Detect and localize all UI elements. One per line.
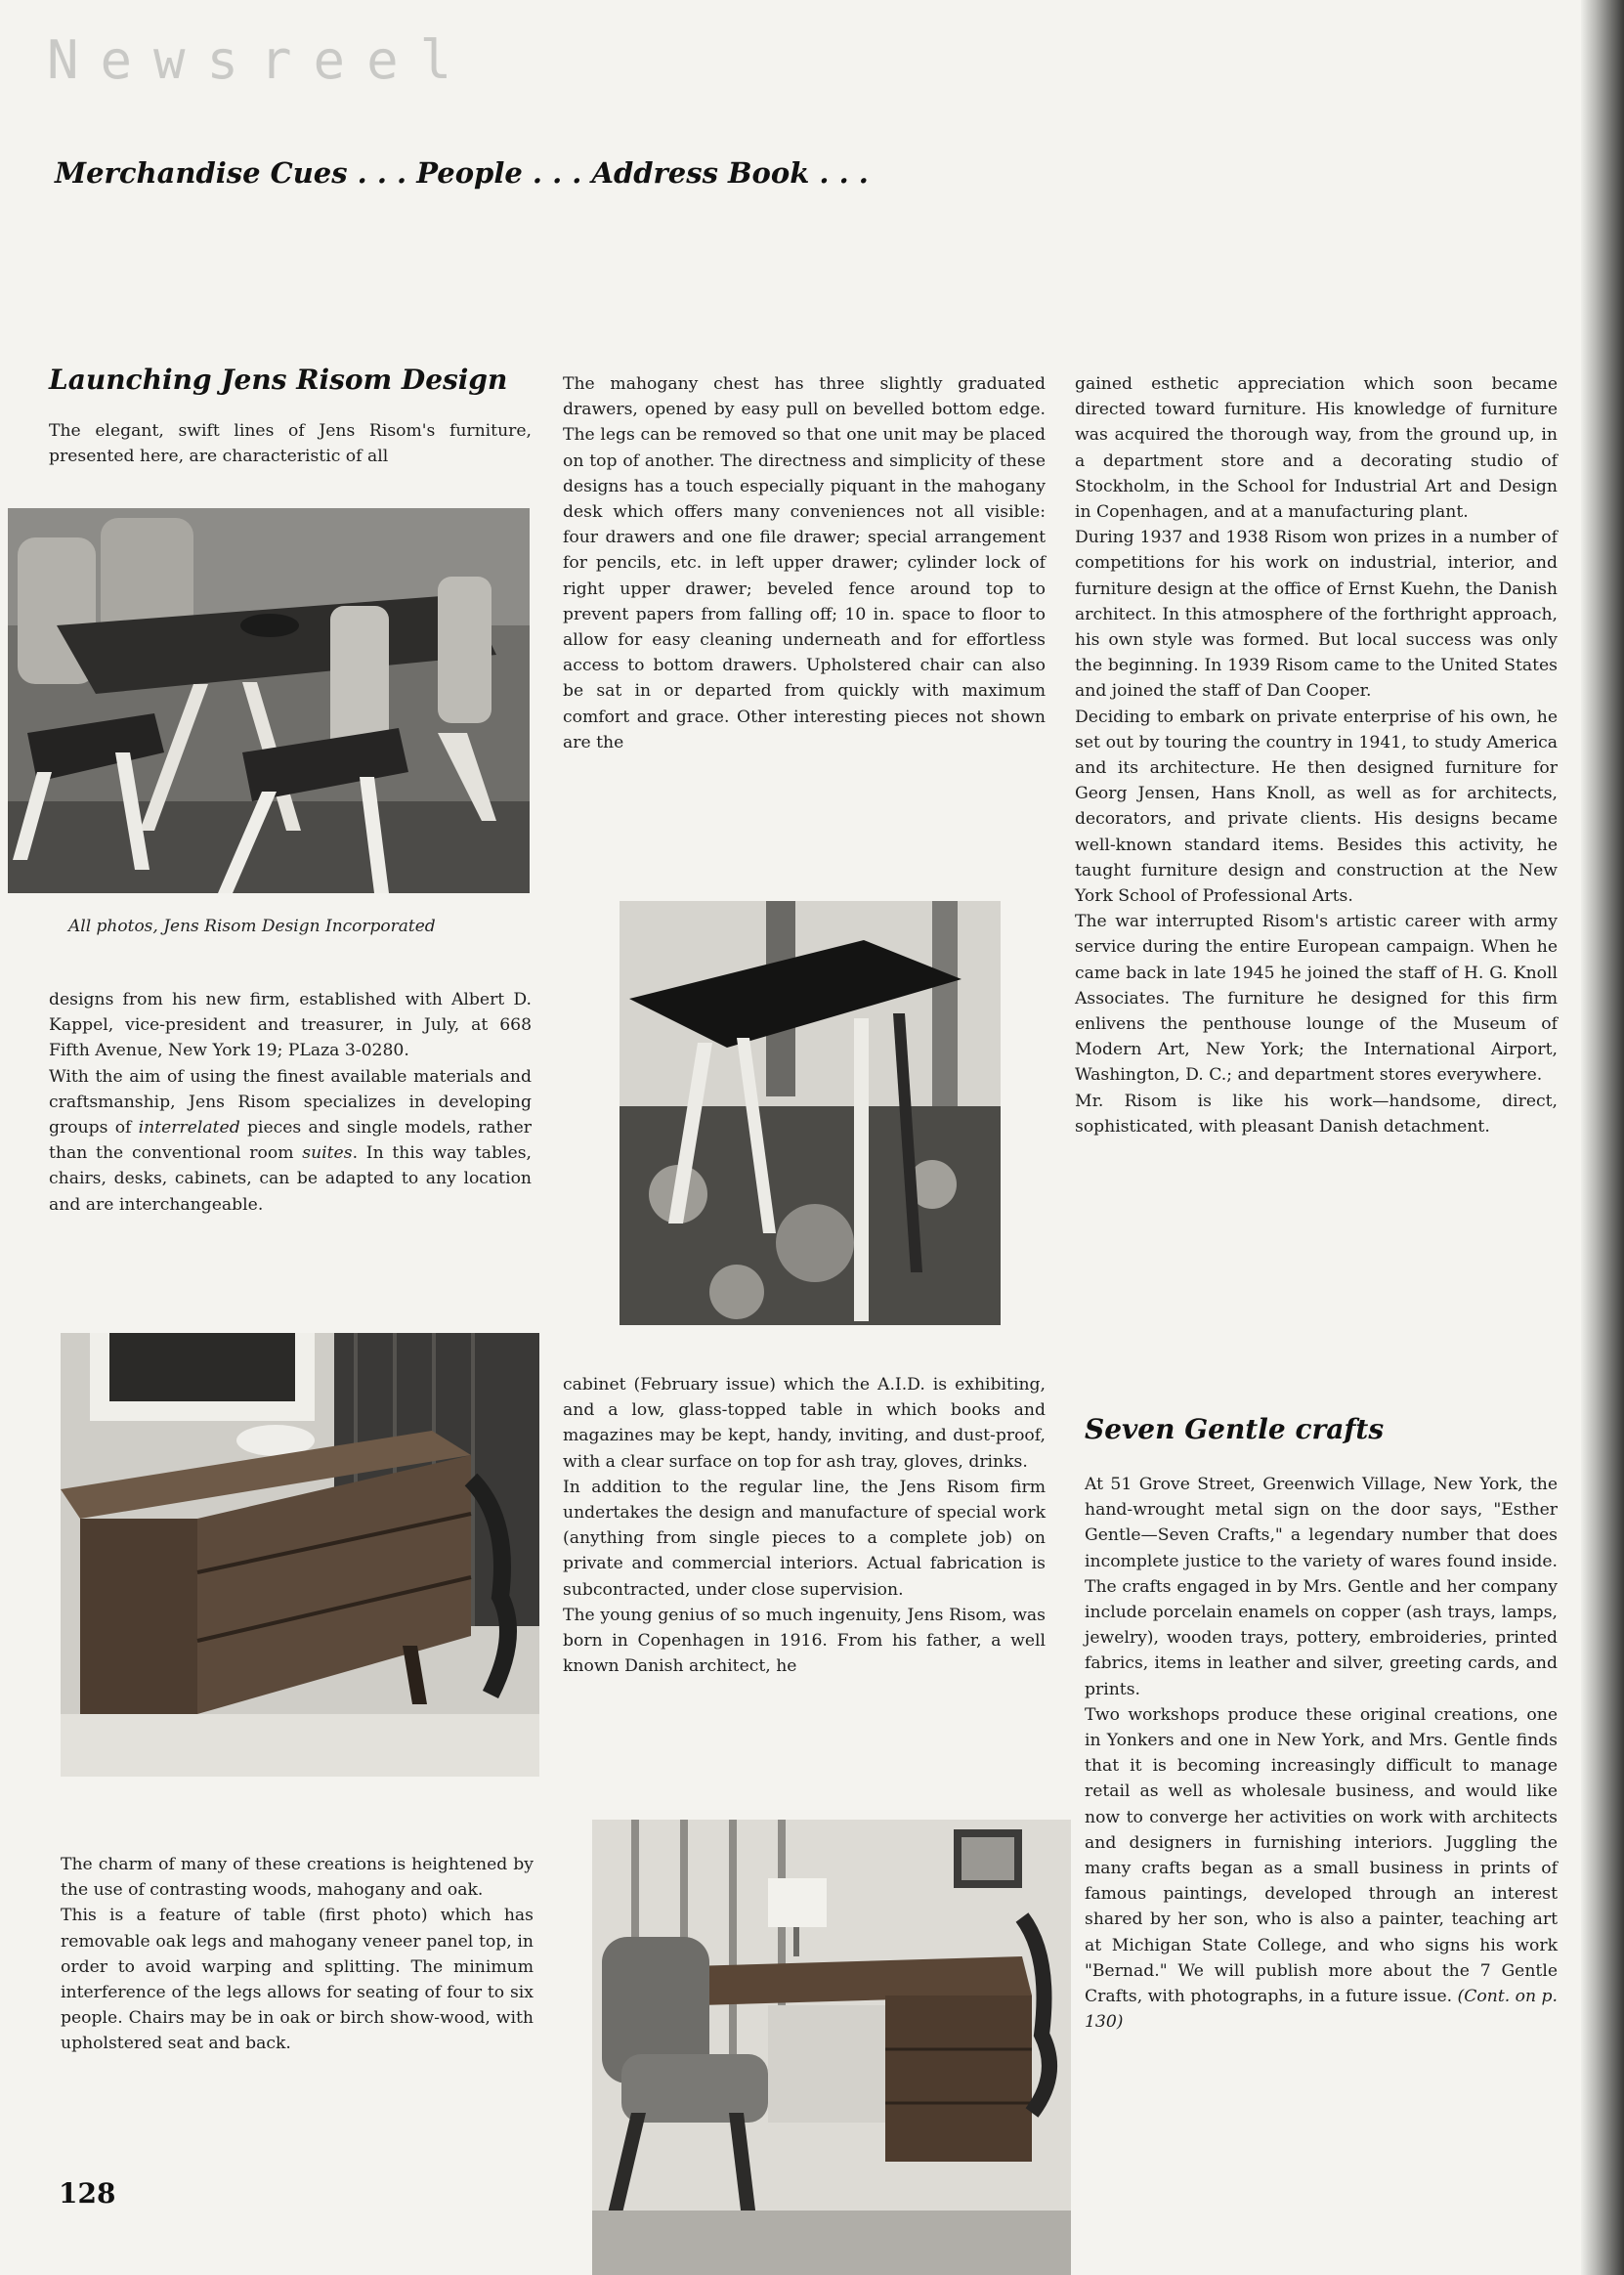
- photo-mahogany-chest: [61, 1333, 539, 1777]
- aim-emphasis-suites: suites: [302, 1143, 353, 1164]
- aim-text-b: pieces and single models, rather than the conventional room: [49, 1118, 532, 1164]
- workshops-text: Two workshops produce these original creations, one in Yonkers and one in New York, and Mrs. Gentle finds that it is becoming increasingly difficult to manage retail as well as wholesale business, and would like now to converge her activities on work with architects and designers in furnishing interiors. Juggling the many crafts began as a small business in prints of famous paintings, developed through an interest shared by her son, who is also a painter, teaching art at Michigan State College, and who signs his work "Bernad." We will publish more about the 7 Gentle Crafts, with photographs, in a future issue.: [1085, 1704, 1558, 2007]
- intro-text: The elegant, swift lines of Jens Risom's furniture, presented here, are characteristic of all: [49, 421, 532, 467]
- paragraph-during: During 1937 and 1938 Risom won prizes in a number of competitions for his work on industrial, interior, and furniture design at the office of Ernst Kuehn, the Danish architect. In this atmosphere of the forthright approach, his own style was formed. But local success was only the beginning. In 1939 Risom came to the United States and joined the staff of Dan Cooper.: [1075, 528, 1558, 702]
- column-1-bottom: [61, 1852, 534, 2057]
- section-title-gentle-crafts: Seven Gentle crafts: [1085, 1413, 1385, 1445]
- intro-paragraph: [49, 418, 532, 469]
- paragraph-deciding: Deciding to embark on private enterprise of his own, he set out by touring the country in 1941, to study America and its architecture. He then designed furniture for Georg Jensen, Hans Knoll, as well as for architects, decorators, and private clients. His designs became well-known standard items. Besides this activity, he taught furniture design and construction at the New York School of Professional Arts.: [1075, 707, 1558, 907]
- section-title-risom: Launching Jens Risom Design: [49, 364, 508, 396]
- paragraph-cabinet: cabinet (February issue) which the A.I.D. is exhibiting, and a low, glass-topped table in which books and magazines may be kept, handy, inviting, and dust-proof, with a clear surface on top for ash tray, gloves, drinks.: [563, 1375, 1046, 1472]
- paragraph-regular-line: In addition to the regular line, the Jens Risom firm undertakes the design and manufacture of special work (anything from single pieces to a complete job) on private and commercial interiors. Actual fabrication is subcontracted, under close supervision.: [563, 1477, 1046, 1600]
- column-3-bottom: [1085, 1472, 1558, 2035]
- subhead: Merchandise Cues . . . People . . . Address Book . . .: [55, 156, 869, 190]
- photo-dining-set: [8, 508, 530, 893]
- photo-low-table: [620, 901, 1001, 1325]
- paragraph-aim: [49, 1064, 532, 1218]
- paragraph-firm: designs from his new firm, established with Albert D. Kappel, vice-president and treasurer, in July, at 668 Fifth Avenue, New York 19; PLaza 3-0280.: [49, 990, 532, 1061]
- paragraph-young-genius: The young genius of so much ingenuity, Jens Risom, was born in Copenhagen in 1916. From his father, a well known Danish architect, he: [563, 1605, 1046, 1677]
- photo-credit-caption: All photos, Jens Risom Design Incorporated: [68, 917, 436, 936]
- paragraph-table: This is a feature of table (first photo) which has removable oak legs and mahogany veneer panel top, in order to avoid warping and splitting. The minimum interference of the legs allows for seating of four to six people. Chairs may be in oak or birch show-wood, with upholstered seat and back.: [61, 1906, 534, 2054]
- photo-desk-and-chair: [592, 1820, 1071, 2275]
- paragraph-gained: gained esthetic appreciation which soon became directed toward furniture. His knowledge of furniture was acquired the thorough way, from the ground up, in a department store and a decorating studio of Stockholm, in the School for Industrial Art and Design in Copenhagen, and at a manufacturing plant.: [1075, 374, 1558, 523]
- page-binding-edge: [1581, 0, 1624, 2275]
- paragraph-war: The war interrupted Risom's artistic career with army service during the entire European campaign. When he came back in late 1945 he joined the staff of H. G. Knoll Associates. The furniture he designed for this firm enlivens the penthouse lounge of the Museum of Modern Art, New York; the International Airport, Washington, D. C.; and department stores everywhere.: [1075, 912, 1558, 1086]
- paragraph-mr-risom: Mr. Risom is like his work—handsome, direct, sophisticated, with pleasant Danish detachment.: [1075, 1091, 1558, 1137]
- column-1-body: [49, 987, 532, 1218]
- paragraph-chest: The mahogany chest has three slightly graduated drawers, opened by easy pull on bevelled bottom edge. The legs can be removed so that one unit may be placed on top of another. The directness and simplicity of these designs has a touch especially piquant in the mahogany desk which offers many conveniences not all visible: four drawers and one file drawer; special arrangement for pencils, etc. in left upper drawer; cylinder lock of right upper drawer; beveled fence around top to prevent papers from falling off; 10 in. space to floor to allow for easy cleaning underneath and for effortless access to bottom drawers. Upholstered chair can also be sat in or departed from quickly with maximum comfort and grace. Other interesting pieces not shown are the: [563, 374, 1046, 752]
- page-number: 128: [59, 2177, 116, 2210]
- paragraph-workshops: [1085, 1702, 1558, 2036]
- aim-emphasis-interrelated: interrelated: [138, 1118, 240, 1138]
- column-3-top: [1075, 371, 1558, 1139]
- aim-text-c: . In this way tables, chairs, desks, cabinets, can be adapted to any location and are interchangeable.: [49, 1143, 532, 1215]
- aim-text-a: With the aim of using the finest available materials and craftsmanship, Jens Risom specializes in developing groups of: [49, 1066, 532, 1138]
- paragraph-grove-street: At 51 Grove Street, Greenwich Village, New York, the hand-wrought metal sign on the door says, "Esther Gentle—Seven Crafts," a legendary number that does incomplete justice to the variety of wares found inside. The crafts engaged in by Mrs. Gentle and her company include porcelain enamels on copper (ash trays, lamps, jewelry), wooden trays, pottery, embroideries, printed fabrics, items in leather and silver, greeting cards, and prints.: [1085, 1475, 1558, 1699]
- continued-reference: (Cont. on p. 130): [1085, 1987, 1559, 2033]
- masthead: Newsreel: [47, 29, 474, 91]
- column-2-middle: [563, 1372, 1046, 1679]
- column-2-top: [563, 371, 1046, 755]
- paragraph-charm: The charm of many of these creations is heightened by the use of contrasting woods, mahogany and oak.: [61, 1855, 534, 1901]
